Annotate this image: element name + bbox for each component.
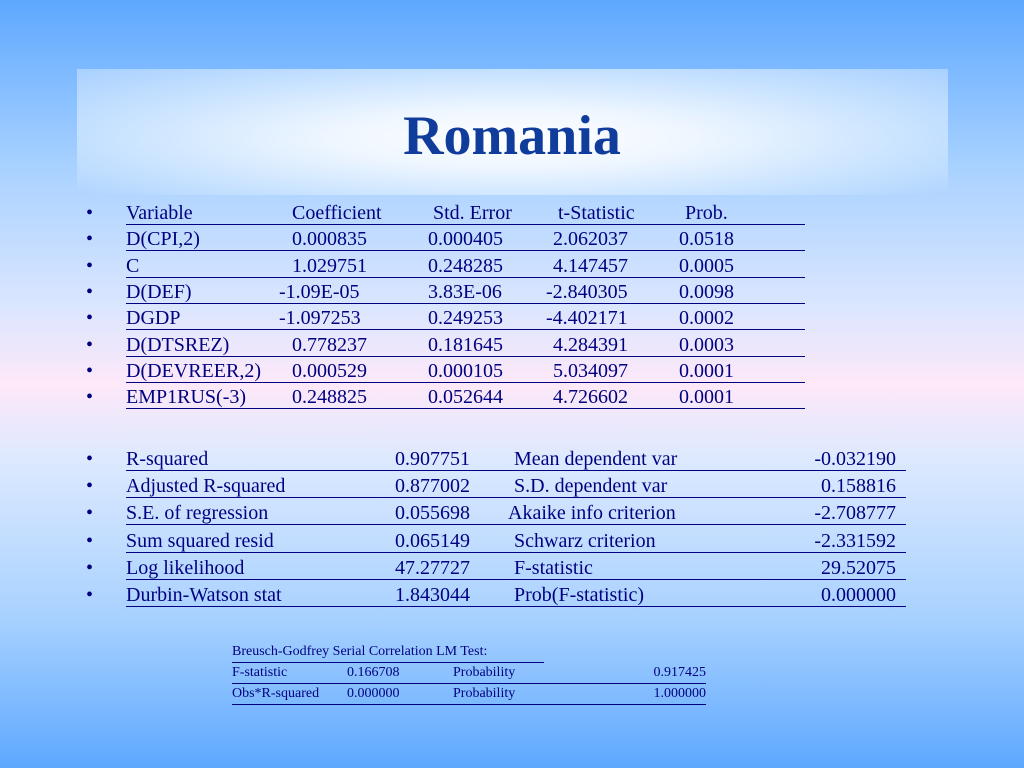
bullet-marker: • [86, 502, 94, 525]
row-cells [126, 253, 805, 278]
stat-label: Mean dependent var [514, 448, 678, 470]
lm-test-row [232, 684, 706, 705]
stat-label: F-statistic [514, 556, 593, 579]
table-cell: 0.0003 [679, 333, 734, 356]
table-cell: DGDP [126, 307, 181, 330]
lm-test-block [232, 642, 706, 705]
lm-label: F-statistic [232, 665, 288, 680]
table-cell: D(DEVREER,2) [126, 359, 261, 382]
bullet-marker: • [86, 529, 94, 552]
table-cell: 0.0001 [679, 359, 734, 382]
column-header: Prob. [685, 202, 728, 224]
bullet-marker: • [86, 359, 94, 382]
table-cell: 0.0098 [679, 280, 734, 303]
table-cell: 3.83E-06 [428, 280, 502, 303]
bullet-marker: • [86, 202, 94, 224]
row-cells [126, 582, 906, 607]
stat-value: 0.065149 [395, 529, 470, 552]
stat-label: Akaike info criterion [508, 502, 676, 525]
table-cell: 0.052644 [428, 386, 503, 409]
bullet-marker: • [86, 448, 94, 470]
stat-value: 0.877002 [395, 475, 470, 498]
stat-label: S.D. dependent var [514, 475, 668, 498]
stat-value: -0.032190 [814, 448, 896, 470]
table-cell: 0.0005 [679, 254, 734, 277]
bullet-marker: • [86, 333, 94, 356]
table-cell: 0.000105 [428, 359, 503, 382]
row-cells [126, 384, 805, 409]
table-cell: D(DTSREZ) [126, 333, 230, 356]
bullet-marker: • [86, 556, 94, 579]
bullet-marker: • [86, 584, 94, 606]
stat-value: 29.52075 [821, 556, 896, 579]
row-cells [126, 528, 906, 553]
table-cell: 0.000835 [292, 228, 367, 251]
column-header: Variable [126, 202, 193, 224]
column-header: Coefficient [292, 202, 382, 224]
row-cells [126, 500, 906, 525]
lm-label: Probability [453, 665, 516, 680]
lm-label: Probability [453, 686, 516, 701]
bullet-marker: • [86, 280, 94, 303]
table-cell: EMP1RUS(-3) [126, 386, 247, 409]
bullet-marker: • [86, 228, 94, 251]
table-cell: 4.726602 [553, 386, 628, 409]
table-cell: 4.147457 [553, 254, 628, 277]
stat-label: Prob(F-statistic) [514, 584, 644, 606]
stat-label: S.E. of regression [126, 502, 269, 525]
lm-test-row [232, 663, 706, 684]
stat-label: Adjusted R-squared [126, 475, 286, 498]
table-cell: D(CPI,2) [126, 228, 200, 251]
table-cell: 1.029751 [292, 254, 367, 277]
table-cell: 0.0002 [679, 307, 734, 330]
bullet-marker: • [86, 254, 94, 277]
stat-label: Sum squared resid [126, 529, 274, 552]
stat-value: -2.331592 [814, 529, 896, 552]
stat-label: Schwarz criterion [514, 529, 656, 552]
table-cell: 5.034097 [553, 359, 628, 382]
table-cell: 4.284391 [553, 333, 628, 356]
lm-value: 1.000000 [653, 686, 706, 701]
lm-value: 0.000000 [347, 686, 400, 701]
stat-label: R-squared [126, 448, 209, 470]
table-cell: 0.778237 [292, 333, 367, 356]
table-cell: 0.000529 [292, 359, 367, 382]
table-cell: -1.097253 [279, 307, 361, 330]
table-cell: 0.248285 [428, 254, 503, 277]
column-header: Std. Error [433, 202, 512, 224]
table-cell: 0.0518 [679, 228, 734, 251]
row-cells [126, 279, 805, 304]
stat-value: 0.907751 [395, 448, 470, 470]
row-cells [126, 473, 906, 498]
table-cell: 2.062037 [553, 228, 628, 251]
row-cells [126, 555, 906, 580]
row-cells [126, 446, 906, 471]
stat-value: 47.27727 [395, 556, 470, 579]
bullet-marker: • [86, 307, 94, 330]
page-title: Romania [403, 105, 621, 167]
table-cell: 0.181645 [428, 333, 503, 356]
row-cells [126, 358, 805, 383]
stat-value: 0.158816 [821, 475, 896, 498]
stat-value: 0.055698 [395, 502, 470, 525]
stat-value: 1.843044 [395, 584, 470, 606]
bullet-marker: • [86, 475, 94, 498]
table-cell: 0.000405 [428, 228, 503, 251]
table-cell: 0.249253 [428, 307, 503, 330]
lm-test-heading: Breusch-Godfrey Serial Correlation LM Test: [232, 642, 544, 663]
stat-label: Durbin-Watson stat [126, 584, 282, 606]
table-cell: C [126, 254, 140, 277]
row-cells [126, 305, 805, 330]
lm-label: Obs*R-squared [232, 686, 320, 701]
column-header: t-Statistic [558, 202, 635, 224]
lm-value: 0.166708 [347, 665, 400, 680]
lm-value: 0.917425 [653, 665, 706, 680]
stat-value: 0.000000 [821, 584, 896, 606]
table-cell: 0.0001 [679, 386, 734, 409]
table-cell: -2.840305 [546, 280, 628, 303]
row-cells [126, 200, 805, 225]
stat-value: -2.708777 [814, 502, 896, 525]
stat-label: Log likelihood [126, 556, 245, 579]
table-cell: D(DEF) [126, 280, 192, 303]
table-cell: -4.402171 [546, 307, 628, 330]
bullet-marker: • [86, 386, 94, 409]
row-cells [126, 226, 805, 251]
table-cell: 0.248825 [292, 386, 367, 409]
row-cells [126, 332, 805, 357]
table-cell: -1.09E-05 [279, 280, 360, 303]
